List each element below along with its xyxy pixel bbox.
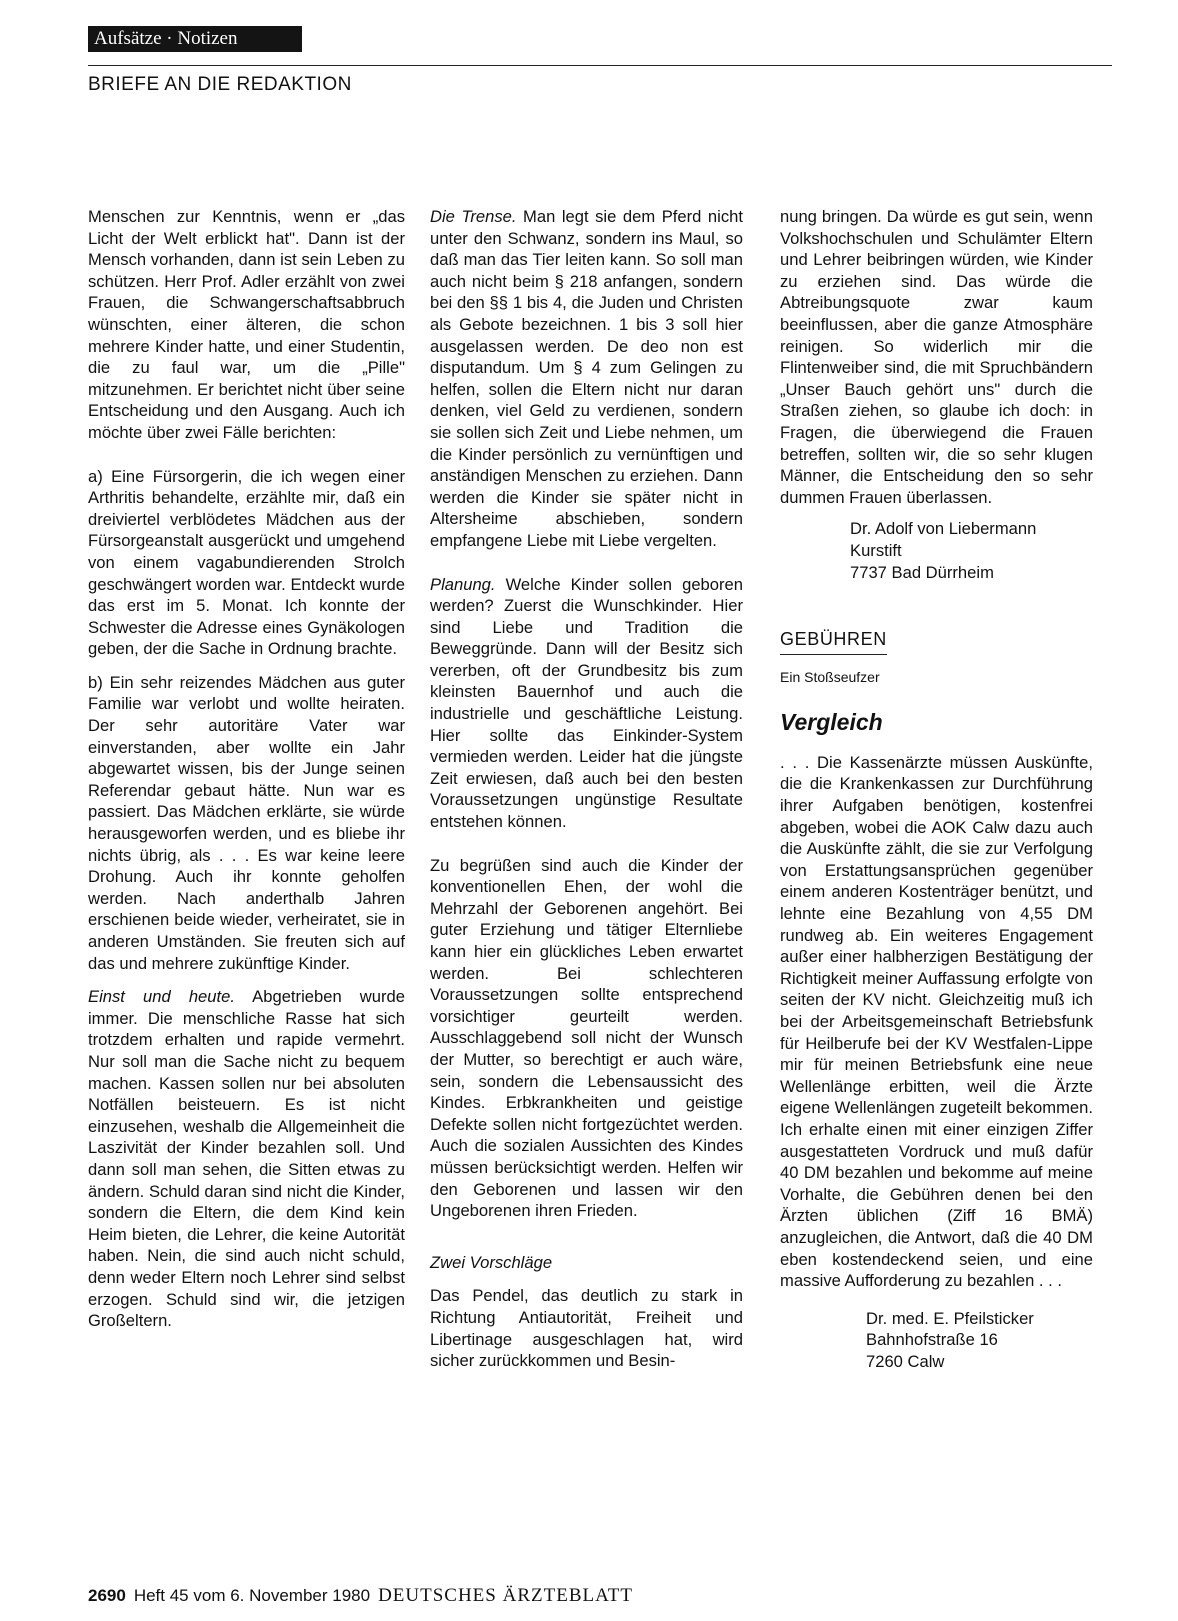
signature-line: Bahnhofstraße 16 xyxy=(866,1330,998,1350)
paragraph-lead: Die Trense. xyxy=(430,207,517,226)
page-number: 2690 xyxy=(88,1586,126,1605)
paragraph: Das Pendel, das deutlich zu stark in Richtung Antiautorität, Freiheit und Libertinage ausgeschlagen hat, wird sicher zurückkommen und Besin- xyxy=(430,1286,743,1371)
section-heading-gebuehren: GEBÜHREN xyxy=(780,629,887,655)
column-1 xyxy=(88,206,405,1332)
paragraph-body: Man legt sie dem Pferd nicht unter den Schwanz, sondern ins Maul, so daß man das Tier leiten kann. So soll man auch nicht beim § 218 anfangen, sondern bei den §§ 1 bis 4, die Juden und Christen als Gebote bezeichnen. 1 bis 3 soll hier ausgelassen werden. De deo non est disputandum. Um § 4 zum Gelingen zu helfen, sollen die Eltern nicht nur daran denken, viel Geld zu verdienen, sondern sie sollen sich Zeit und Liebe nehmen, um die Kinder persönlich zu vernünftigen und anständigen Menschen zu erziehen. Dann werden die Kinder sie später nicht in Altersheime abschieben, sondern empfangene Liebe mit Liebe vergelten. xyxy=(430,207,743,550)
issue-info: Heft 45 vom 6. November 1980 xyxy=(133,1586,371,1605)
subheading: Zwei Vorschläge xyxy=(430,1252,553,1272)
paragraph: nung bringen. Da würde es gut sein, wenn Volkshochschulen und Schulämter Eltern und Lehrer beibringen würden, wie Kinder zu erziehen sind. Das würde die Abtreibungsquote zwar kaum beeinflussen, aber die ganze Atmosphäre reinigen. So widerlich mir die Flintenweiber sind, die mit Spruchbändern „Unser Bauch gehört uns" durch die Straßen ziehen, so glaube ich doch: in Fragen, die überwiegend die Frauen betreffen, sollten wir, die so sehr klugen Männer, die Entscheidung den so sehr dummen Frauen überlassen. xyxy=(780,207,1093,507)
signature-pfeilsticker xyxy=(866,1308,1093,1373)
page-footer xyxy=(88,1585,633,1607)
signature-line: Dr. Adolf von Liebermann xyxy=(850,519,1037,539)
journal-name: DEUTSCHES ÄRZTEBLATT xyxy=(378,1585,633,1606)
paragraph-lead: Planung. xyxy=(430,574,496,594)
section-heading: BRIEFE AN DIE REDAKTION xyxy=(88,74,352,95)
paragraph: b) Ein sehr reizendes Mädchen aus guter Familie war verlobt und wollte heiraten. Der sehr autoritäre Vater war einverstanden, aber wollte ein Jahr abgewartet wissen, bis der Junge seinen Referendar gebaut hätte. Nun war es passiert. Das Mädchen erklärte, sie würde herausgeworfen werden, und es bliebe ihr nichts übrig, als . . . Es war keine leere Drohung. Auch ihr konnte geholfen werden. Nach anderthalb Jahren erschienen beide wieder, verheiratet, sie in anderen Umständen. Sie freuten sich auf das und mehrere zukünftige Kinder. xyxy=(88,672,405,973)
paragraph: Menschen zur Kenntnis, wenn er „das Licht der Welt erblickt hat". Dann ist der Mensch vorhanden, dann ist sein Leben zu schützen. Herr Prof. Adler erzählt von zwei Frauen, die Schwangerschaftsabbruch wünschten, einer älteren, die schon mehrere Kinder hatte, und einer Studentin, die zu faul war, um die „Pille" mitzunehmen. Er berichtet nicht über seine Entscheidung und den Ausgang. Auch ich möchte über zwei Fälle berichten: xyxy=(88,207,405,442)
article-headline: Vergleich xyxy=(780,709,883,736)
paragraph: Zu begrüßen sind auch die Kinder der konventionellen Ehen, der wohl die Mehrzahl der Geborenen angehört. Bei guter Erziehung und tätiger Elternliebe kann hier ein glückliches Leben erwartet werden. Bei schlechteren Voraussetzungen sollte entsprechend vorsichtiger geurteilt werden. Ausschlaggebend soll nicht der Wunsch der Mutter, so berechtigt er auch wäre, sein, sondern die Lebensaussicht des Kindes. Erbkrankheiten und geistige Defekte sollen nicht fortgezüchtet werden. Auch die sozialen Aussichten des Kindes müssen berücksichtigt werden. Helfen wir den Geborenen und lassen wir den Ungeborenen ihren Frieden. xyxy=(430,855,743,1221)
paragraph: . . . Die Kassenärzte müssen Auskünfte, die die Krankenkassen zur Durchführung ihrer Aufgaben benötigen, kostenfrei abgeben, wobei die AOK Calw dazu auch die Auskünfte zählt, die sie zur Verfolgung von Erstattungsansprüchen gegenüber einem anderen Kostenträger benützt, und lehnte eine Bezahlung von 4,55 DM rundweg ab. Ein weiteres Engagement außer einer halbherzigen Bestätigung der Richtigkeit meiner Auffassung erfolgte von seiten der KV nicht. Gleichzeitig muß ich bei der Arbeitsgemeinschaft Betriebsfunk für Heilberufe bei der KV Westfalen-Lippe mir für meinen Betriebsfunk eine neue Wellenlänge erbitten, weil die Ärzte eigene Wellenlängen zugeteilt bekommen. Ich erhalte einen mit einer einzigen Ziffer ausgestatteten Vordruck und muß dafür 40 DM bezahlen und bekomme auf meine Vorhalte, die Gebühren denen bei den Ärzten üblichen (Ziff 16 BMÄ) anzugleichen, die Antwort, daß die 40 DM eben kostendeckend seien, und eine massive Aufforderung zu bezahlen . . . xyxy=(780,752,1093,1291)
paragraph-body: Abgetrieben wurde immer. Die menschliche Rasse hat sich trotzdem erhalten und rapide vermehrt. Nur soll man die Sache nicht zu bequem machen. Kassen sollen nur bei absoluten Notfällen beisteuern. Es ist nicht einzusehen, weshalb die Allgemeinheit die Laszivität der Kinder bezahlen soll. Und dann soll man sehen, die Sitten etwas zu ändern. Schuld daran sind nicht die Kinder, sondern die Eltern, die dem Kind kein Heim bieten, die Lehrer, die keine Autorität haben. Nein, die sind auch nicht schuld, denn weder Eltern noch Lehrer sind selbst erzogen. Schuld sind wir, die jetzigen Großeltern. xyxy=(88,987,405,1331)
paragraph xyxy=(430,206,743,552)
signature-line: 7737 Bad Dürrheim xyxy=(850,562,994,582)
signature-line: Kurstift xyxy=(850,540,902,560)
column-2 xyxy=(430,206,743,1372)
signature-line: 7260 Calw xyxy=(866,1351,945,1371)
signature-line: Dr. med. E. Pfeilsticker xyxy=(866,1308,1034,1328)
column-3 xyxy=(780,206,1093,1373)
top-rule xyxy=(88,65,1112,66)
signature-liebermann xyxy=(850,518,1093,583)
section-tag: Aufsätze · Notizen xyxy=(88,26,302,52)
paragraph-body: Welche Kinder sollen geboren werden? Zuerst die Wunschkinder. Hier sind Liebe und Tradition die Beweggründe. Dann will der Besitz sich vererben, oft der Grundbesitz bis zum kleinsten Bauernhof und auch die industrielle und geschäftliche Leistung. Hier sollte das Einkinder-System vermieden werden. Leider hat die jüngste Zeit erwiesen, daß auch bei den besten Voraussetzungen ungünstige Resultate entstehen können. xyxy=(430,574,743,832)
paragraph-lead: Einst und heute. xyxy=(88,987,235,1007)
paragraph xyxy=(430,574,743,833)
paragraph xyxy=(88,986,405,1332)
paragraph: a) Eine Fürsorgerin, die ich wegen einer Arthritis behandelte, erzählte mir, daß ein dreiviertel verblödetes Mädchen aus der Fürsorgeanstalt ausgerückt und umgehend von einem vagabundierenden Strolch geschwängert worden war. Entdeckt wurde das erst im 5. Monat. Ich konnte der Schwester die Adresse eines Gynäkologen geben, der die Sache in Ordnung brachte. xyxy=(88,466,405,659)
kicker: Ein Stoßseufzer xyxy=(780,668,880,685)
